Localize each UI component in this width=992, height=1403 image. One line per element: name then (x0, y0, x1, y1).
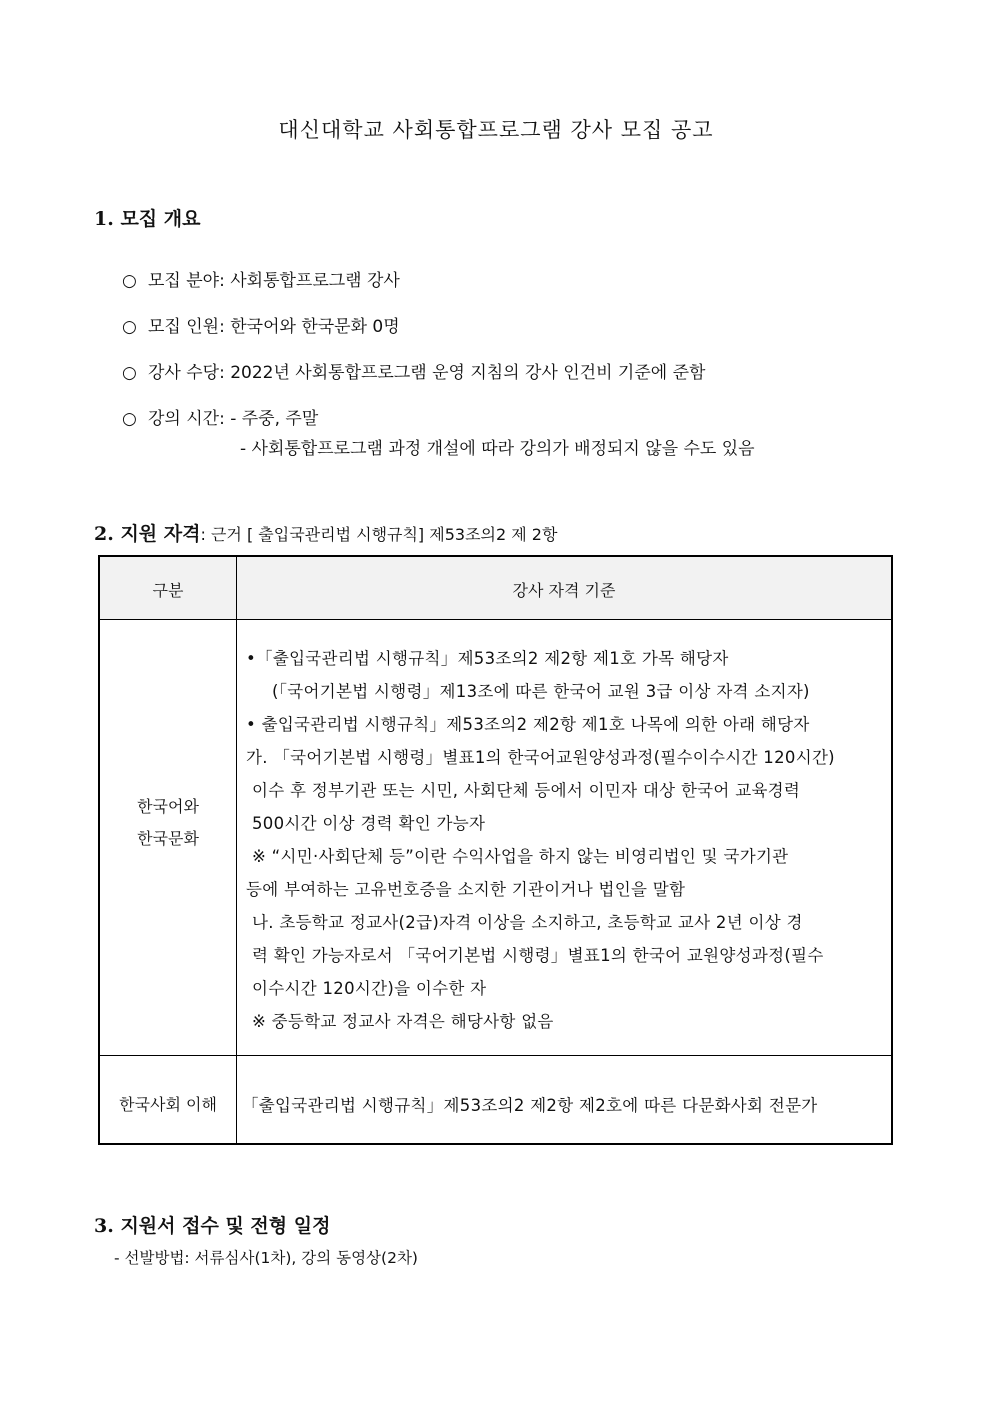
item-text: 모집 분야: 사회통합프로그램 강사 (148, 271, 400, 291)
item-text: 강의 시간: - 주중, 주말 (148, 409, 319, 429)
criteria-line: •「출입국관리법 시행규칙」제53조의2 제2항 제1호 가목 해당자 (246, 649, 729, 668)
circle-bullet-icon: ○ (122, 271, 137, 291)
section3-heading: 3. 지원서 접수 및 전형 일정 (94, 1215, 331, 1237)
criteria-line: ※ 중등학교 정교사 자격은 해당사항 없음 (252, 1012, 554, 1031)
item-text: 강사 수당: 2022년 사회통합프로그램 운영 지침의 강사 인건비 기준에 준함 (148, 363, 706, 383)
recruit-field-item (122, 266, 400, 291)
circle-bullet-icon: ○ (122, 409, 137, 429)
selection-method-note: - 선발방법: 서류심사(1차), 강의 동영상(2차) (114, 1249, 418, 1267)
section2-heading-basis: : 근거 [ 출입국관리법 시행규칙] 제53조의2 제 2항 (200, 525, 558, 544)
criteria-line: 이수시간 120시간)을 이수한 자 (252, 979, 487, 998)
criteria-line: 력 확인 가능자로서 「국어기본법 시행령」별표1의 한국어 교원양성과정(필수 (252, 946, 824, 965)
recruit-count-item (122, 312, 400, 337)
criteria-line: 500시간 이상 경력 확인 가능자 (252, 814, 486, 833)
circle-bullet-icon: ○ (122, 363, 137, 383)
criteria-line: 이수 후 정부기관 또는 시민, 사회단체 등에서 이민자 대상 한국어 교육경력 (252, 781, 801, 800)
item-text: 모집 인원: 한국어와 한국문화 0명 (148, 317, 400, 337)
instructor-pay-item (122, 358, 705, 383)
row1-label-line1: 한국어와 (137, 797, 199, 816)
row1-label-line2: 한국문화 (137, 829, 199, 848)
criteria-line: ※ “시민·사회단체 등”이란 수익사업을 하지 않는 비영리법인 및 국가기관 (252, 847, 789, 866)
qualification-table (98, 555, 893, 1145)
row2-criteria: 「출입국관리법 시행규칙」제53조의2 제2항 제2호에 따른 다문화사회 전문가 (242, 1096, 818, 1115)
criteria-line: 등에 부여하는 고유번호증을 소지한 기관이거나 법인을 말함 (246, 880, 686, 899)
lecture-time-continuation: - 사회통합프로그램 과정 개설에 따라 강의가 배정되지 않을 수도 있음 (240, 439, 755, 459)
page-title: 대신대학교 사회통합프로그램 강사 모집 공고 (278, 118, 714, 142)
section2-heading (94, 519, 557, 546)
row2-label: 한국사회 이해 (119, 1095, 217, 1114)
header-criteria: 강사 자격 기준 (512, 581, 616, 600)
section1-heading: 1. 모집 개요 (94, 208, 201, 230)
row-divider (100, 1055, 891, 1056)
criteria-line: 나. 초등학교 정교사(2급)자격 이상을 소지하고, 초등학교 교사 2년 이상 경 (252, 913, 803, 932)
criteria-line: 가. 「국어기본법 시행령」별표1의 한국어교원양성과정(필수이수시간 120시간) (246, 748, 835, 767)
criteria-line: (「국어기본법 시행령」제13조에 따른 한국어 교원 3급 이상 자격 소지자) (272, 682, 810, 701)
section2-heading-label: 2. 지원 자격 (94, 523, 201, 545)
criteria-line: • 출입국관리법 시행규칙」제53조의2 제2항 제1호 나목에 의한 아래 해당자 (246, 715, 810, 734)
circle-bullet-icon: ○ (122, 317, 137, 337)
header-category: 구분 (152, 581, 184, 600)
lecture-time-item (122, 404, 318, 429)
